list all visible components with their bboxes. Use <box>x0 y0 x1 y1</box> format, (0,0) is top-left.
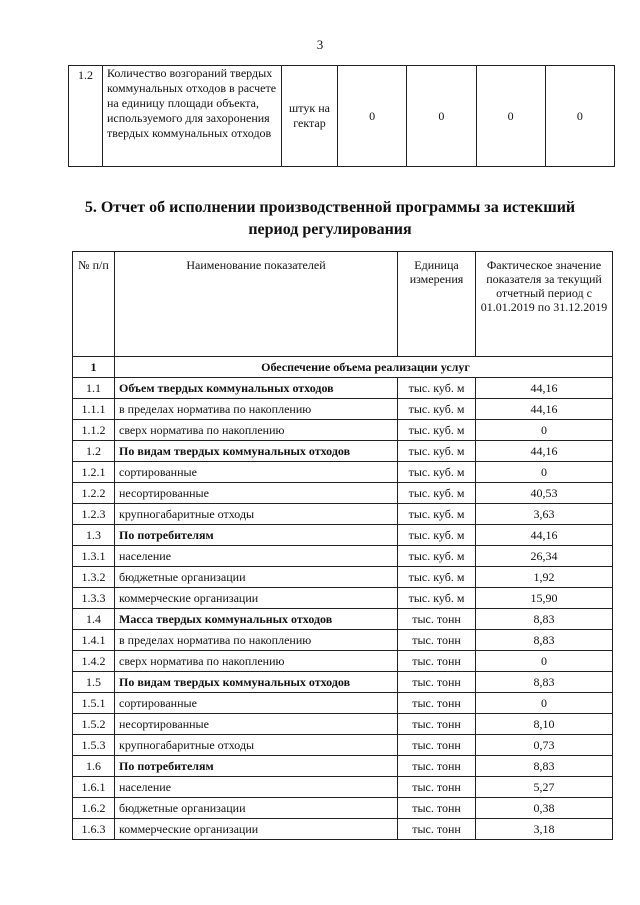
indicator-name: сортированные <box>115 693 398 714</box>
row-number: 1.1.2 <box>73 420 115 441</box>
unit-cell: тыс. тонн <box>398 651 476 672</box>
unit-cell: тыс. тонн <box>398 756 476 777</box>
row-number: 1.1.1 <box>73 399 115 420</box>
indicator-name: коммерческие организации <box>115 588 398 609</box>
row-number: 1.3.2 <box>73 567 115 588</box>
indicator-name: По потребителям <box>115 525 398 546</box>
table-row <box>73 504 613 525</box>
indicator-name: несортированные <box>115 714 398 735</box>
table-row <box>73 420 613 441</box>
unit-cell: тыс. куб. м <box>398 441 476 462</box>
unit-cell: тыс. тонн <box>398 777 476 798</box>
value-cell: 15,90 <box>476 588 613 609</box>
value-cell: 40,53 <box>476 483 613 504</box>
unit-cell: тыс. куб. м <box>398 462 476 483</box>
row-number: 1.2.2 <box>73 483 115 504</box>
indicator-name: По потребителям <box>115 756 398 777</box>
value-cell: 0 <box>476 66 545 167</box>
row-number: 1.2 <box>69 66 103 167</box>
table-row <box>73 672 613 693</box>
value-cell: 0 <box>545 66 614 167</box>
row-number: 1.4.1 <box>73 630 115 651</box>
value-cell: 0 <box>476 462 613 483</box>
indicator-name: население <box>115 546 398 567</box>
value-cell: 8,10 <box>476 714 613 735</box>
row-number: 1.6.2 <box>73 798 115 819</box>
section-heading: Обеспечение объема реализации услуг <box>115 357 613 378</box>
unit-cell: тыс. тонн <box>398 798 476 819</box>
row-number: 1.5.3 <box>73 735 115 756</box>
row-number: 1.3.1 <box>73 546 115 567</box>
value-cell: 8,83 <box>476 630 613 651</box>
report-table <box>72 251 613 840</box>
value-cell: 3,63 <box>476 504 613 525</box>
value-cell: 44,16 <box>476 441 613 462</box>
unit-cell: тыс. куб. м <box>398 546 476 567</box>
table-row <box>73 777 613 798</box>
table-row <box>73 819 613 840</box>
unit-cell: тыс. тонн <box>398 819 476 840</box>
table-row <box>73 735 613 756</box>
indicator-name: коммерческие организации <box>115 819 398 840</box>
indicator-name: крупногабаритные отходы <box>115 504 398 525</box>
row-number: 1.1 <box>73 378 115 399</box>
unit-cell: тыс. куб. м <box>398 504 476 525</box>
row-number: 1.2.3 <box>73 504 115 525</box>
value-cell: 0 <box>407 66 476 167</box>
previous-table-continuation <box>68 65 615 167</box>
row-number: 1.6.1 <box>73 777 115 798</box>
unit-cell: тыс. куб. м <box>398 483 476 504</box>
value-cell: 0 <box>476 420 613 441</box>
unit-cell: тыс. куб. м <box>398 399 476 420</box>
row-number: 1.4 <box>73 609 115 630</box>
indicator-name: население <box>115 777 398 798</box>
table-row <box>73 546 613 567</box>
indicator-name: Масса твердых коммунальных отходов <box>115 609 398 630</box>
value-cell: 44,16 <box>476 525 613 546</box>
table-row <box>73 609 613 630</box>
unit-cell: тыс. куб. м <box>398 378 476 399</box>
unit-cell: тыс. тонн <box>398 672 476 693</box>
table-header-row <box>73 252 613 357</box>
value-cell: 5,27 <box>476 777 613 798</box>
section-title: 5. Отчет об исполнении производственной программы за истекший период регулирования <box>84 199 576 238</box>
indicator-name: сверх норматива по накоплению <box>115 420 398 441</box>
table-row <box>73 588 613 609</box>
row-number: 1.5 <box>73 672 115 693</box>
indicator-name: в пределах норматива по накоплению <box>115 399 398 420</box>
table-row <box>73 399 613 420</box>
row-number: 1.2 <box>73 441 115 462</box>
indicator-name: сверх норматива по накоплению <box>115 651 398 672</box>
indicator-name: бюджетные организации <box>115 798 398 819</box>
section-number: 1 <box>73 357 115 378</box>
unit-cell: тыс. куб. м <box>398 588 476 609</box>
row-number: 1.5.2 <box>73 714 115 735</box>
indicator-name: По видам твердых коммунальных отходов <box>115 672 398 693</box>
value-cell: 0 <box>476 651 613 672</box>
value-cell: 26,34 <box>476 546 613 567</box>
unit-cell: тыс. тонн <box>398 693 476 714</box>
header-unit: Единица измерения <box>398 252 476 357</box>
row-number: 1.5.1 <box>73 693 115 714</box>
row-number: 1.3 <box>73 525 115 546</box>
table-row <box>73 651 613 672</box>
value-cell: 44,16 <box>476 378 613 399</box>
table-row <box>73 462 613 483</box>
unit-cell: тыс. тонн <box>398 714 476 735</box>
section-row <box>73 357 613 378</box>
row-number: 1.3.3 <box>73 588 115 609</box>
value-cell: 0,73 <box>476 735 613 756</box>
header-value: Фактическое значение показателя за текущий отчетный период с 01.01.2019 по 31.12.2019 <box>476 252 613 357</box>
table-row <box>73 693 613 714</box>
table-row <box>73 756 613 777</box>
row-number: 1.4.2 <box>73 651 115 672</box>
value-cell: 0,38 <box>476 798 613 819</box>
table-row <box>73 441 613 462</box>
value-cell: 8,83 <box>476 756 613 777</box>
table-row <box>73 378 613 399</box>
value-cell: 44,16 <box>476 399 613 420</box>
unit-cell: тыс. тонн <box>398 735 476 756</box>
unit-cell: тыс. куб. м <box>398 567 476 588</box>
indicator-name: Количество возгораний твердых коммунальных отходов в расчете на единицу площади объекта, используемого для захоронения твердых коммунальных отходов <box>103 66 282 167</box>
unit-cell: тыс. куб. м <box>398 420 476 441</box>
row-number: 1.6 <box>73 756 115 777</box>
table-row <box>73 483 613 504</box>
indicator-name: Объем твердых коммунальных отходов <box>115 378 398 399</box>
header-number: № п/п <box>73 252 115 357</box>
indicator-name: сортированные <box>115 462 398 483</box>
value-cell: 0 <box>338 66 407 167</box>
table-row <box>73 567 613 588</box>
unit-cell: тыс. тонн <box>398 630 476 651</box>
row-number: 1.6.3 <box>73 819 115 840</box>
unit-cell: штук на гектар <box>282 66 338 167</box>
indicator-name: По видам твердых коммунальных отходов <box>115 441 398 462</box>
value-cell: 0 <box>476 693 613 714</box>
table-row <box>73 714 613 735</box>
indicator-name: в пределах норматива по накоплению <box>115 630 398 651</box>
indicator-name: крупногабаритные отходы <box>115 735 398 756</box>
indicator-name: бюджетные организации <box>115 567 398 588</box>
value-cell: 1,92 <box>476 567 613 588</box>
indicator-name: несортированные <box>115 483 398 504</box>
page-number: 3 <box>316 37 324 52</box>
value-cell: 8,83 <box>476 609 613 630</box>
value-cell: 3,18 <box>476 819 613 840</box>
table-row <box>73 798 613 819</box>
value-cell: 8,83 <box>476 672 613 693</box>
header-name: Наименование показателей <box>115 252 398 357</box>
unit-cell: тыс. куб. м <box>398 525 476 546</box>
table-row <box>73 525 613 546</box>
row-number: 1.2.1 <box>73 462 115 483</box>
table-row <box>73 630 613 651</box>
table-row <box>69 66 615 167</box>
unit-cell: тыс. тонн <box>398 609 476 630</box>
